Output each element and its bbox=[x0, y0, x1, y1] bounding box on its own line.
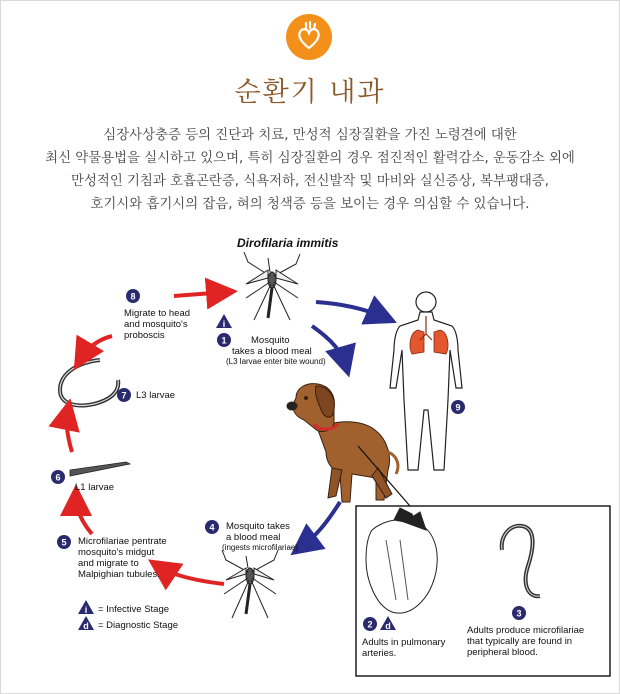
step-3-label: that typically are found in bbox=[467, 636, 573, 647]
description-line: 호기시와 흡기시의 잡음, 혀의 청색증 등을 보이는 경우 의심할 수 있습니다. bbox=[90, 197, 530, 212]
step-badge-1 bbox=[217, 333, 231, 347]
svg-text:1: 1 bbox=[221, 335, 227, 346]
page-title: 순환기 내과 bbox=[234, 77, 386, 108]
step-5-label: Malpighian tubules. bbox=[78, 569, 160, 580]
step-5-label: Microfilariae pentrate bbox=[78, 536, 167, 547]
svg-text:3: 3 bbox=[516, 608, 522, 619]
svg-text:6: 6 bbox=[55, 472, 61, 483]
legend-infective bbox=[78, 600, 169, 615]
svg-text:2: 2 bbox=[367, 619, 373, 630]
species-title: Dirofilaria immitis bbox=[237, 236, 339, 250]
step-badge-5 bbox=[57, 535, 71, 549]
step-4-label: a blood meal bbox=[226, 532, 281, 543]
step-badge-4 bbox=[205, 520, 219, 534]
l3-larvae-icon bbox=[60, 360, 118, 405]
svg-text:5: 5 bbox=[61, 537, 67, 548]
step-badge-3 bbox=[512, 606, 526, 620]
step-1-label: Mosquito bbox=[251, 335, 290, 346]
step-2-label: Adults in pulmonary bbox=[362, 637, 446, 648]
step-4-note: (ingests microfilariae) bbox=[222, 543, 299, 552]
step-6-label: L1 larvae bbox=[75, 482, 115, 493]
human-host-icon bbox=[390, 292, 462, 470]
mosquito-bottom-icon bbox=[222, 550, 278, 618]
step-badge-7 bbox=[117, 388, 131, 402]
step-badge-6 bbox=[51, 470, 65, 484]
svg-text:d: d bbox=[83, 621, 89, 631]
svg-text:d: d bbox=[385, 621, 391, 631]
svg-text:9: 9 bbox=[455, 402, 461, 413]
step-2-label: arteries. bbox=[362, 648, 397, 659]
description-line: 최신 약물용법을 실시하고 있으며, 특히 심장질환의 경우 점진적인 활력감소, 운동감소 외에 bbox=[45, 151, 575, 166]
svg-text:4: 4 bbox=[209, 522, 215, 533]
l1-larvae-icon bbox=[70, 462, 130, 476]
step-8-label: proboscis bbox=[124, 330, 165, 341]
step-badge-8 bbox=[126, 289, 140, 303]
step-badge-2 bbox=[363, 617, 377, 631]
legend-diagnostic bbox=[78, 616, 178, 631]
svg-text:8: 8 bbox=[130, 291, 136, 302]
step-7-label: L3 larvae bbox=[136, 390, 176, 401]
step-8-label: and mosquito's bbox=[124, 319, 188, 330]
step-1-label: takes a blood meal bbox=[232, 346, 312, 357]
svg-text:i: i bbox=[222, 319, 226, 329]
step-3-label: peripheral blood. bbox=[467, 647, 538, 658]
dog-host-icon bbox=[287, 384, 398, 502]
description-line: 심장사상충증 등의 진단과 치료, 만성적 심장질환을 가진 노령견에 대한 bbox=[103, 128, 517, 143]
step-5-label: mosquito's midgut bbox=[78, 547, 155, 558]
mosquito-top-icon bbox=[244, 252, 300, 320]
step-1-note: (L3 larvae enter bite wound) bbox=[226, 357, 326, 366]
step-4-label: Mosquito takes bbox=[226, 521, 290, 532]
step-badge-9 bbox=[451, 400, 465, 414]
svg-text:= Infective Stage: = Infective Stage bbox=[98, 604, 170, 615]
svg-text:7: 7 bbox=[121, 390, 127, 401]
step-5-label: and migrate to bbox=[78, 558, 139, 569]
infective-stage-mark bbox=[216, 314, 232, 329]
description-line: 만성적인 기침과 호흡곤란증, 식욕저하, 전신발작 및 마비와 실신증상, 복부팽대증, bbox=[71, 174, 549, 189]
svg-text:= Diagnostic Stage: = Diagnostic Stage bbox=[98, 620, 179, 631]
svg-text:i: i bbox=[84, 605, 88, 615]
step-3-label: Adults produce microfilariae bbox=[467, 625, 585, 636]
step-8-label: Migrate to head bbox=[124, 308, 191, 319]
